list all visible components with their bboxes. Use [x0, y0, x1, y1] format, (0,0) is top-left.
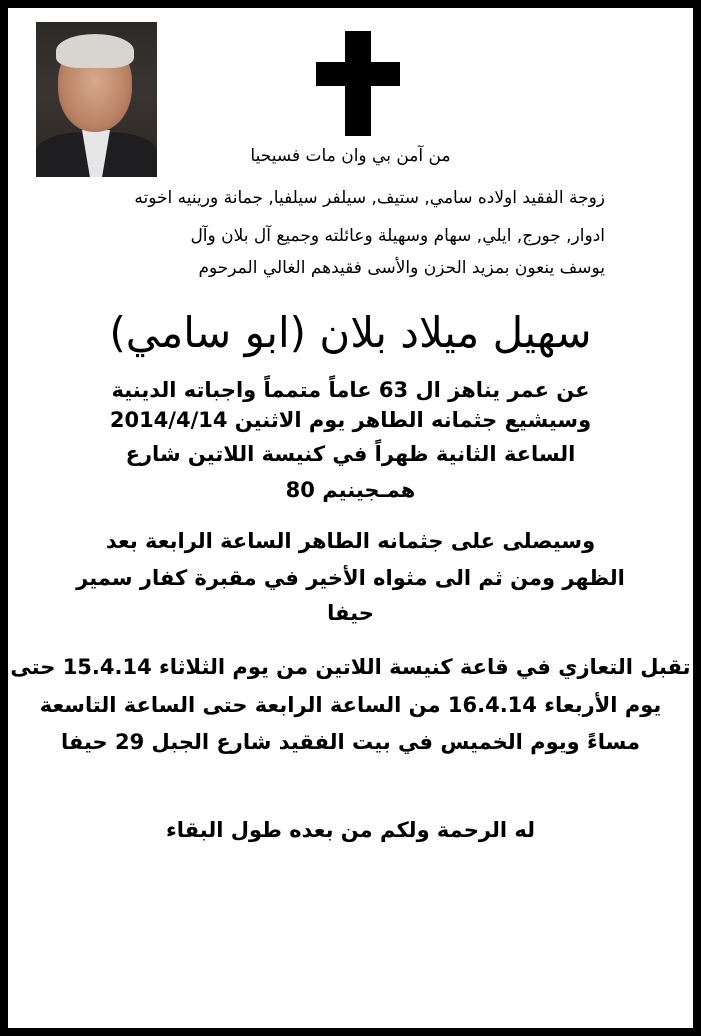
intro-line: ادوار, جورج, ايلي, سهام وسهيلة وعائلته وجميع آل بلان وآل	[190, 226, 605, 246]
closing-line: له الرحمة ولكم من بعده طول البقاء	[166, 818, 535, 842]
funeral-line: الساعة الثانية ظهراً في كنيسة اللاتين شارع	[125, 442, 576, 466]
photo-hair	[56, 34, 134, 68]
prayer-line: الظهر ومن ثم الى مثواه الأخير في مقبرة كفار سمير	[76, 566, 625, 590]
obituary-page	[8, 8, 693, 1028]
funeral-line: همـجينيم 80	[285, 478, 416, 502]
condolence-line: مساءً ويوم الخميس في بيت الفقيد شارع الجبل 29 حيفا	[60, 730, 640, 754]
prayer-line: حيفا	[327, 601, 374, 625]
prayer-line: وسيصلى على جثمانه الطاهر الساعة الرابعة بعد	[105, 529, 596, 553]
verse: من آمن بي وان مات فسيحيا	[250, 146, 451, 166]
funeral-line: عن عمر يناهز ال 63 عاماً متمماً واجباته الدينية	[111, 378, 590, 402]
condolence-line: تقبل التعازي في قاعة كنيسة اللاتين من يوم الثلاثاء 15.4.14 حتى	[10, 655, 691, 679]
intro-line: يوسف ينعون بمزيد الحزن والأسى فقيدهم الغالي المرحوم	[198, 258, 605, 278]
intro-line: زوجة الفقيد اولاده سامي, ستيف, سيلفر سيلفيا, جمانة ورينيه اخوته	[134, 188, 605, 208]
condolence-line: يوم الأربعاء 16.4.14 من الساعة الرابعة حتى الساعة التاسعة	[39, 693, 662, 717]
deceased-name: سهيل ميلاد بلان (ابو سامي)	[109, 308, 592, 357]
cross-horizontal-bar	[316, 62, 400, 86]
funeral-line: وسيشيع جثمانه الطاهر يوم الاثنين 2014/4/14	[109, 408, 592, 432]
